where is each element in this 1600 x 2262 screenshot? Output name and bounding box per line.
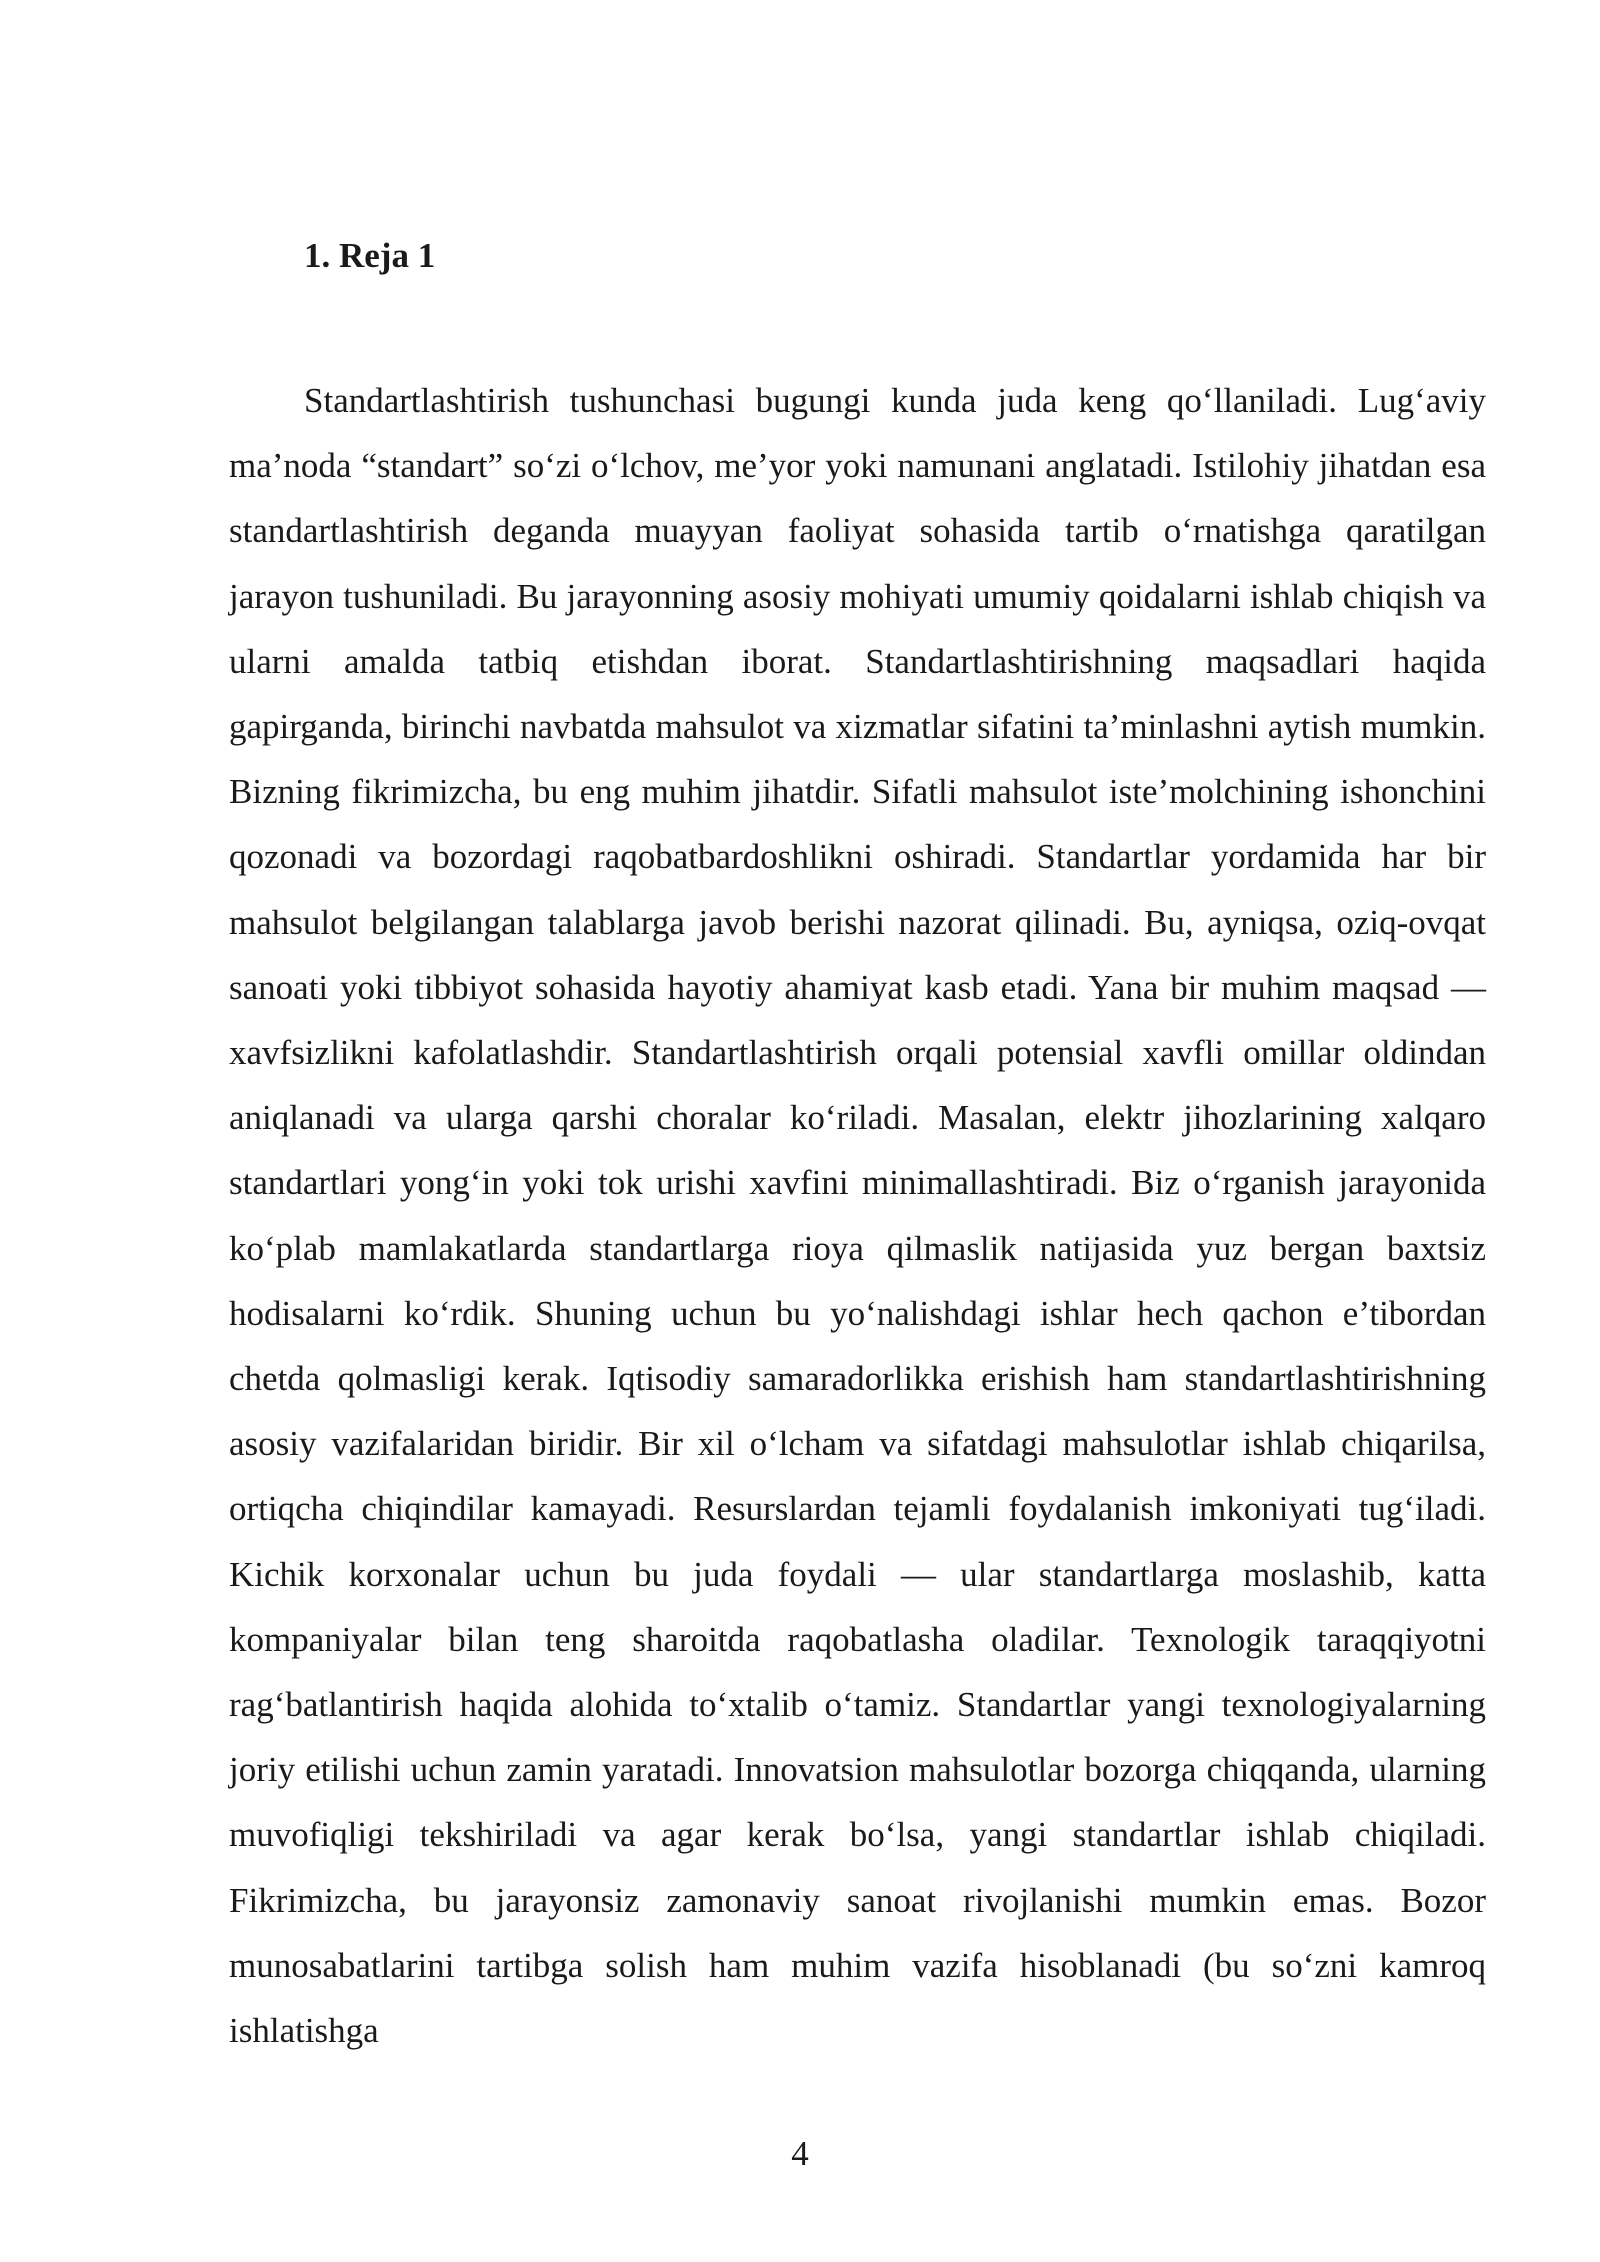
- body-paragraph: Standartlashtirish tushunchasi bugungi kunda juda keng qo‘llaniladi. Lug‘aviy ma’noda “standart” so‘zi o‘lchov, me’yor yoki namunani anglatadi. Istilohiy jihatdan esa standartlashtirish deganda muayyan faoliyat sohasida tartib o‘rnatishga qaratilgan jarayon tushuniladi. Bu jarayonning asosiy mohiyati umumiy qoidalarni ishlab chiqish va ularni amalda tatbiq etishdan iborat. Standartlashtirishning maqsadlari haqida gapirganda, birinchi navbatda mahsulot va xizmatlar sifatini ta’minlashni aytish mumkin. Bizning fikrimizcha, bu eng muhim jihatdir. Sifatli mahsulot iste’molchining ishonchini qozonadi va bozordagi raqobatbardoshlikni oshiradi. Standartlar yordamida har bir mahsulot belgilangan talablarga javob berishi nazorat qilinadi. Bu, ayniqsa, oziq-ovqat sanoati yoki tibbiyot sohasida hayotiy ahamiyat kasb etadi. Yana bir muhim maqsad — xavfsizlikni kafolatlashdir. Standartlashtirish orqali potensial xavfli omillar oldindan aniqlanadi va ularga qarshi choralar ko‘riladi. Masalan, elektr jihozlarining xalqaro standartlari yong‘in yoki tok urishi xavfini minimallashtiradi. Biz o‘rganish jarayonida ko‘plab mamlakatlarda standartlarga rioya qilmaslik natijasida yuz bergan baxtsiz hodisalarni ko‘rdik. Shuning uchun bu yo‘nalishdagi ishlar hech qachon e’tibordan chetda qolmasligi kerak. Iqtisodiy samaradorlikka erishish ham standartlashtirishning asosiy vazifalaridan biridir. Bir xil o‘lcham va sifatdagi mahsulotlar ishlab chiqarilsa, ortiqcha chiqindilar kamayadi. Resurslardan tejamli foydalanish imkoniyati tug‘iladi. Kichik korxonalar uchun bu juda foydali — ular standartlarga moslashib, katta kompaniyalar bilan teng sharoitda raqobatlasha oladilar. Texnologik taraqqiyotni rag‘batlantirish haqida alohida to‘xtalib o‘tamiz. Standartlar yangi texnologiyalarning joriy etilishi uchun zamin yaratadi. Innovatsion mahsulotlar bozorga chiqqanda, ularning muvofiqligi tekshiriladi va agar kerak bo‘lsa, yangi standartlar ishlab chiqiladi. Fikrimizcha, bu jarayonsiz zamonaviy sanoat rivojlanishi mumkin emas. Bozor munosabatlarini tartibga solish ham muhim vazifa hisoblanadi (bu so‘zni kamroq ishlatishga: [229, 381, 1486, 2051]
- page-number: 4: [791, 2134, 809, 2173]
- section-heading: 1. Reja 1: [304, 236, 436, 275]
